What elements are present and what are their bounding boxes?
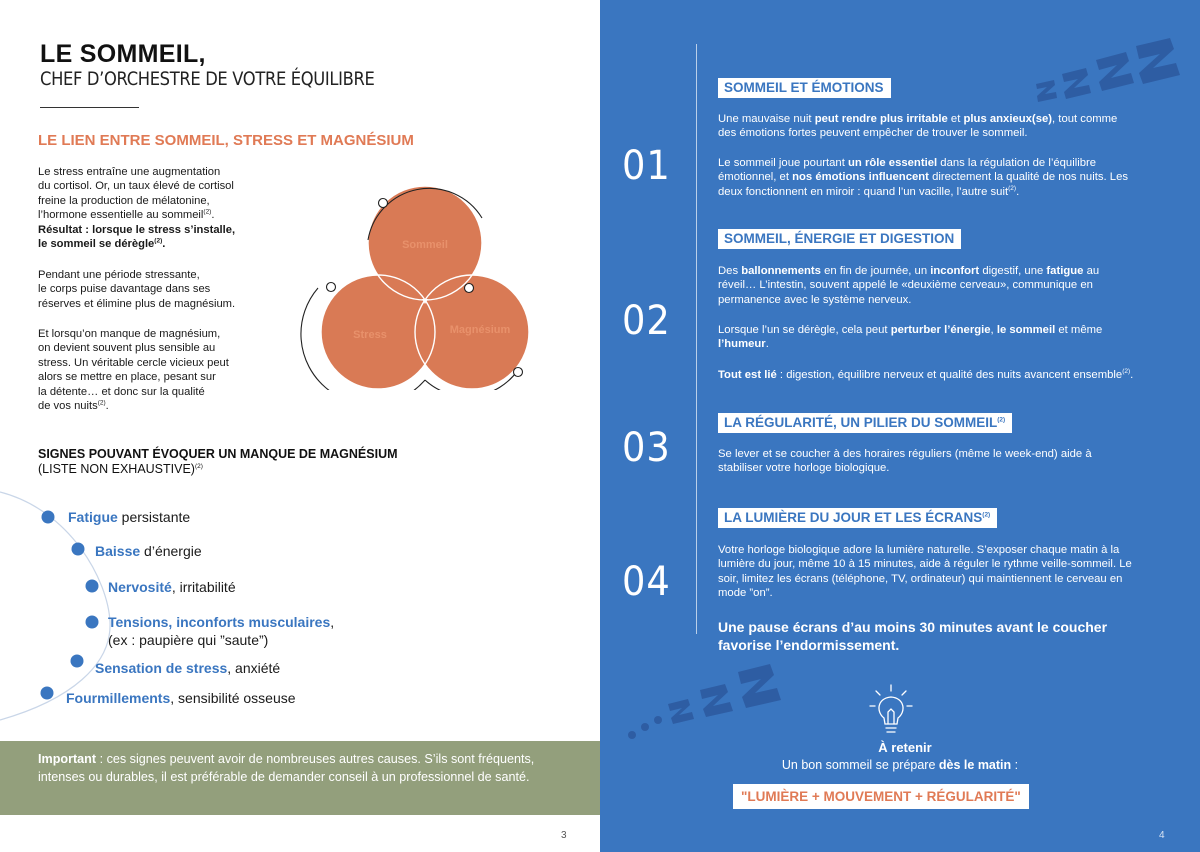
text-bold: fatigue — [1046, 265, 1084, 277]
sign-keyword: Sensation de stress — [95, 660, 228, 676]
right-page — [600, 0, 1200, 852]
reference-marker: (2) — [997, 416, 1006, 424]
bullet-dot — [86, 616, 99, 629]
cycle-node — [327, 283, 336, 292]
text-bold: ballonnements — [741, 265, 821, 277]
retenir-formula: "LUMIÈRE + MOUVEMENT + RÉGULARITÉ" — [733, 784, 1029, 809]
text-fragment: : digestion, équilibre nerveux et qualité des nuits avancent ensemble — [776, 369, 1123, 381]
reference-marker: (2) — [194, 462, 203, 470]
reference-marker: (2) — [982, 511, 991, 519]
text-line: réserves et élimine plus de magnésium. — [38, 297, 236, 310]
page-number: 4 — [1159, 830, 1165, 841]
text-bold: un rôle essentiel — [848, 157, 938, 169]
text-line: on devient souvent plus sensible au — [38, 342, 216, 355]
text-line-bold: le sommeil se dérègle — [38, 238, 155, 251]
section-tag-light — [718, 508, 997, 528]
zzz-sleep-icon — [620, 650, 820, 750]
text-bold: l’humeur — [718, 338, 766, 351]
text-fragment: dans la régulation de l’équilibre émotionnel, et — [718, 157, 1097, 184]
sign-text: , anxiété — [227, 660, 281, 676]
section-text — [718, 323, 1138, 352]
reference-marker: (2) — [1008, 185, 1017, 193]
text-line: freine la production de mélatonine, — [38, 194, 210, 207]
sign-text: d’énergie — [140, 543, 202, 559]
page-title: LE SOMMEIL, — [40, 40, 206, 68]
venn-diagram — [300, 180, 550, 390]
signs-heading-title: SIGNES POUVANT ÉVOQUER UN MANQUE DE MAGNÉSIUM — [38, 447, 398, 461]
sign-keyword: Fatigue — [68, 509, 118, 525]
venn-label-magnesium: Magnésium — [449, 324, 511, 336]
text-bold: plus anxieux(se) — [963, 113, 1053, 125]
text-fragment: . — [105, 400, 109, 413]
sign-item — [108, 614, 334, 648]
title-divider — [40, 107, 139, 108]
text-line: le corps puise davantage dans ses — [38, 283, 211, 296]
text-line: alors se mettre en place, pesant sur — [38, 371, 216, 384]
text-line: de vos nuits — [38, 400, 98, 413]
zzz-letter — [1036, 80, 1057, 102]
reference-marker: (2) — [1122, 368, 1131, 376]
tag-text: LA RÉGULARITÉ, UN PILIER DU SOMMEIL — [724, 415, 998, 430]
text-fragment: . — [1130, 369, 1134, 381]
zzz-dot — [641, 723, 649, 731]
bullet-dot — [86, 580, 99, 593]
text-fragment: Un bon sommeil se prépare — [781, 758, 939, 772]
zzz-letter — [1136, 38, 1180, 84]
text-fragment: Des — [718, 265, 742, 277]
text-bold: nos émotions influencent — [792, 171, 929, 184]
text-fragment: . — [211, 209, 215, 222]
text-fragment: directement la qualité de nos nuits. Les deux fonctionnent en miroir : quand l’un vacille, l’autre suit — [718, 171, 1129, 198]
zzz-letter — [1096, 52, 1134, 91]
venn-label-sommeil: Sommeil — [402, 239, 448, 251]
sign-item — [95, 660, 280, 676]
text-fragment: Lorsque l’un se dérègle, cela peut — [718, 324, 891, 336]
important-text: : ces signes peuvent avoir de nombreuses autres causes. S’ils sont fréquents, intenses ou durables, il est préférable de demander conseil à un professionnel de santé. — [38, 752, 535, 784]
sign-text: , sensibilité osseuse — [170, 690, 296, 706]
section-tag-energy: SOMMEIL, ÉNERGIE ET DIGESTION — [718, 229, 961, 249]
text-fragment: . — [765, 338, 769, 351]
text-fragment: , — [990, 324, 997, 336]
text-line: Le stress entraîne une augmentation — [38, 166, 221, 178]
text-fragment: et même — [1055, 324, 1103, 336]
cycle-node — [514, 368, 523, 377]
text-bold: le sommeil — [996, 324, 1056, 336]
zzz-dot — [654, 716, 662, 724]
retenir-text — [600, 758, 1200, 772]
signs-heading — [38, 447, 398, 477]
sign-item — [95, 543, 202, 559]
text-fragment: au réveil… L’intestin, souvent appelé le «deuxième cerveau», communique en permanence avec le système nerveux. — [718, 265, 1100, 306]
sign-example: (ex : paupière qui ”saute”) — [108, 632, 269, 648]
page-subtitle: CHEF D’ORCHESTRE DE VOTRE ÉQUILIBRE — [40, 68, 375, 90]
section-highlight: Une pause écrans d’au moins 30 minutes avant le coucher favorise l’endormissement. — [718, 619, 1108, 653]
text-fragment: Une mauvaise nuit — [718, 113, 815, 125]
zzz-letter — [700, 684, 733, 717]
paragraph-stress-period — [38, 268, 235, 311]
section-text — [718, 112, 1138, 141]
retenir-title: À retenir — [878, 740, 932, 755]
lightbulb-icon — [868, 682, 914, 738]
venn-label-stress: Stress — [353, 329, 387, 341]
cycle-node — [379, 199, 388, 208]
text-fragment: en fin de journée, un — [820, 265, 931, 277]
timeline-line — [696, 44, 697, 634]
text-fragment: digestif, une — [979, 265, 1047, 277]
cycle-node — [465, 284, 474, 293]
zzz-letter — [1062, 68, 1091, 99]
section-text: Se lever et se coucher à des horaires réguliers (même le week-end) aide à stabiliser votre horloge biologique. — [718, 448, 1092, 475]
text-bold: peut rendre plus irritable — [814, 113, 948, 125]
sign-text: persistante — [117, 509, 191, 525]
text-fragment: Le sommeil joue pourtant — [718, 157, 848, 169]
text-bold: Tout est lié — [718, 369, 777, 381]
zzz-dot — [628, 731, 636, 739]
section-number: 02 — [622, 298, 671, 344]
text-line-bold: Résultat : lorsque le stress s’installe, — [38, 223, 236, 236]
sign-text: , irritabilité — [171, 579, 236, 595]
text-bold: perturber l’énergie — [890, 324, 991, 336]
sign-keyword: Fourmillements — [66, 690, 171, 706]
text-fragment: , tout comme des émotions fortes peuvent empêcher de trouver le sommeil. — [718, 113, 1118, 140]
page-number: 3 — [561, 830, 567, 841]
section-text: Votre horloge biologique adore la lumière naturelle. S’exposer chaque matin à la lumière du jour, même 10 à 15 minutes, aide à réguler le rythme veille-sommeil. Le soir, limitez les écrans (téléphone, TV, ordinateur) qui maintiennent le cerveau en mode ”on”. — [718, 544, 1132, 600]
zzz-letter — [738, 664, 781, 708]
text-fragment: . — [1016, 185, 1020, 198]
section-text — [718, 368, 1138, 382]
bullet-dot — [42, 511, 55, 524]
text-line: du cortisol. Or, un taux élevé de cortisol — [38, 180, 234, 193]
sign-text: , — [330, 614, 335, 630]
section-tag-emotions: SOMMEIL ET ÉMOTIONS — [718, 78, 891, 98]
section-number: 03 — [622, 425, 671, 471]
section-tag-regularity — [718, 413, 1012, 433]
text-line: stress. Un véritable cercle vicieux peut — [38, 356, 229, 369]
bullet-dot — [71, 655, 84, 668]
reference-marker: (2) — [203, 208, 212, 216]
section-heading-stress: LE LIEN ENTRE SOMMEIL, STRESS ET MAGNÉSIUM — [38, 132, 414, 149]
reference-marker: (2) — [154, 237, 163, 245]
text-bold: inconfort — [930, 265, 980, 277]
section-number: 04 — [622, 559, 671, 605]
tag-text: LA LUMIÈRE DU JOUR ET LES ÉCRANS — [724, 510, 983, 525]
zzz-letter — [668, 699, 694, 724]
sign-keyword: Tensions, inconforts musculaires — [108, 614, 331, 630]
important-notice — [0, 741, 600, 815]
sign-keyword: Nervosité — [108, 579, 172, 595]
bullet-dot — [41, 687, 54, 700]
section-number: 01 — [622, 143, 671, 189]
text-fragment: : — [1011, 758, 1019, 772]
sign-keyword: Baisse — [95, 543, 141, 559]
sign-item — [108, 579, 236, 595]
paragraph-cortisol — [38, 165, 235, 251]
section-text — [718, 264, 1138, 307]
text-line: l’hormone essentielle au sommeil — [38, 209, 204, 222]
signs-heading-note: (LISTE NON EXHAUSTIVE) — [38, 462, 195, 476]
important-label: Important — [38, 752, 97, 766]
sign-item — [68, 509, 190, 525]
text-bold: dès le matin — [938, 758, 1012, 772]
text-line: la détente… et donc sur la qualité — [38, 385, 205, 398]
arc-line — [0, 492, 110, 720]
paragraph-vicious-circle — [38, 327, 229, 413]
text-fragment: et — [947, 113, 964, 125]
bullet-dot — [72, 543, 85, 556]
sign-item — [66, 690, 296, 706]
text-fragment: . — [162, 238, 166, 251]
section-text — [718, 156, 1138, 199]
reference-marker: (2) — [97, 399, 106, 407]
text-line: Et lorsqu’on manque de magnésium, — [38, 328, 221, 340]
text-line: Pendant une période stressante, — [38, 269, 200, 281]
